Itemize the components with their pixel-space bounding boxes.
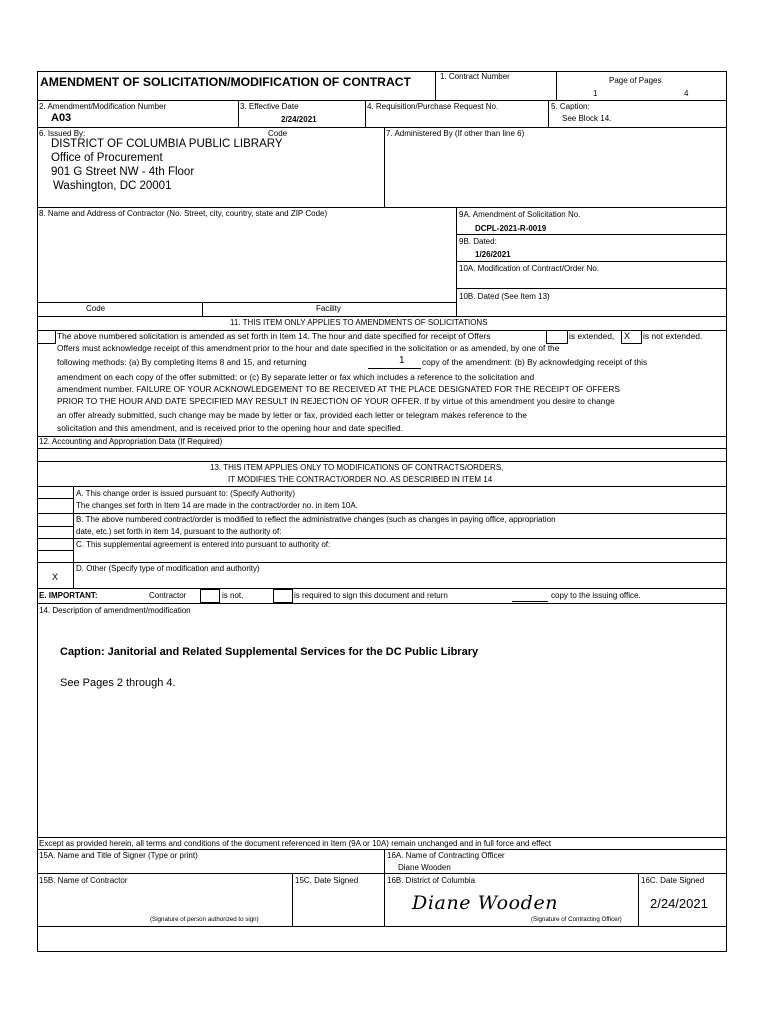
signer-name-label: 15A. Name and Title of Signer (Type or print) [39, 851, 198, 860]
issued-by-label: 6. Issued By: [39, 129, 86, 138]
is-extended-checkbox[interactable] [546, 330, 568, 344]
solicitation-number: DCPL-2021-R-0019 [475, 224, 547, 233]
issuer-street: 901 G Street NW - 4th Floor [51, 166, 195, 178]
page-of-pages-label: Page of Pages [609, 76, 662, 85]
contractor-name-label: 15B. Name of Contractor [39, 876, 128, 885]
dated-9b-label: 9B. Dated: [459, 237, 497, 246]
caption-value: See Block 14. [562, 114, 612, 123]
contracting-officer-name: Diane Wooden [398, 863, 451, 872]
item-13d-mark: X [52, 572, 59, 582]
contracting-officer-label: 16A. Name of Contracting Officer [387, 851, 505, 860]
date-signed-16c: 2/24/2021 [650, 896, 708, 911]
item-11-header: 11. THIS ITEM ONLY APPLIES TO AMENDMENTS OF SOLICITATIONS [230, 318, 488, 327]
issuer-name: DISTRICT OF COLUMBIA PUBLIC LIBRARY [51, 138, 283, 150]
description-caption: Caption: Janitorial and Related Supplemental Services for the DC Public Library [60, 646, 479, 658]
is-extended-label: is extended, [569, 331, 615, 341]
caption-label: 5. Caption: [551, 102, 590, 111]
important-label: E. IMPORTANT: [39, 591, 98, 600]
form-title: AMENDMENT OF SOLICITATION/MODIFICATION OF CONTRACT [40, 75, 412, 89]
item-11-line3a: following methods: (a) By completing Items 8 and 15, and returning [57, 357, 307, 367]
item-11-line4: amendment on each copy of the offer submitted; or (c) By separate letter or fax which includes a reference to the solicitation and [57, 372, 535, 382]
dated-10b-label: 10B. Dated (See Item 13) [459, 292, 550, 301]
page-number: 1 [593, 89, 598, 98]
item-11-line3b: copy of the amendment: (b) By acknowledging receipt of this [422, 357, 648, 367]
modification-contract-label: 10A. Modification of Contract/Order No. [459, 264, 600, 273]
item-11-line8: solicitation and this amendment, and is received prior to the opening hour and date specified. [57, 423, 404, 433]
date-signed-16c-label: 16C. Date Signed [641, 876, 705, 885]
copies-count: 1 [399, 355, 405, 366]
except-provided-text: Except as provided herein, all terms and conditions of the document referenced in Item (9A or 10A) remain unchanged and in full force and effect [39, 839, 552, 848]
item-13b-line2: date, etc.) set forth in item 14, pursuant to the authority of: [76, 527, 282, 536]
amendment-solicitation-label: 9A. Amendment of Solicitation No. [459, 210, 581, 219]
item-13d-line1: D. Other (Specify type of modification and authority) [76, 564, 260, 573]
contracting-officer-signature: Diane Wooden [412, 892, 559, 914]
effective-date: 2/24/2021 [281, 115, 317, 124]
requisition-label: 4. Requisition/Purchase Request No. [367, 102, 499, 111]
is-not-checkbox[interactable] [200, 589, 220, 603]
not-extended-label: is not extended. [643, 331, 703, 341]
accounting-label: 12. Accounting and Appropriation Data (If Required) [39, 437, 223, 446]
issued-by-code-label: Code [268, 129, 288, 138]
item-13a-line2: The changes set forth in Item 14 are made in the contract/order no. in item 10A. [76, 501, 358, 510]
item-13b-line1: B. The above numbered contract/order is modified to reflect the administrative changes (such as changes in paying office, appropriation [76, 515, 556, 524]
page-total: 4 [684, 89, 689, 98]
item-13-header-2: IT MODIFIES THE CONTRACT/ORDER NO. AS DESCRIBED IN ITEM 14 [228, 475, 493, 484]
date-signed-15c-label: 15C. Date Signed [295, 876, 359, 885]
item-11-line6: PRIOR TO THE HOUR AND DATE SPECIFIED MAY RESULT IN REJECTION OF YOUR OFFER. If by virtue of this amendment you desire to change [57, 396, 615, 406]
description-label: 14. Description of amendment/modification [39, 606, 191, 615]
amendment-number: A03 [51, 112, 72, 124]
effective-date-label: 3. Effective Date [240, 102, 299, 111]
administered-by-label: 7. Administered By (If other than line 6) [386, 129, 525, 138]
item-13-header-1: 13. THIS ITEM APPLIES ONLY TO MODIFICATIONS OF CONTRACTS/ORDERS, [210, 463, 504, 472]
important-contractor: Contractor [149, 591, 187, 600]
item-11-checkbox[interactable] [37, 330, 56, 344]
contractor-code-label: Code [86, 304, 106, 313]
important-is-required: is required to sign this document and return [294, 591, 448, 600]
officer-signature-note: (Signature of Contracting Officer) [531, 916, 622, 923]
item-11-line5: amendment number. FAILURE OF YOUR ACKNOWLEDGEMENT TO BE RECEIVED AT THE PLACE DESIGNATED FOR THE RECEIPT OF OFFERS [57, 384, 620, 394]
contractor-address-label: 8. Name and Address of Contractor (No. Street, city, country, state and ZIP Code) [39, 209, 328, 218]
important-copy-to: copy to the issuing office. [551, 591, 641, 600]
item-13a-line1: A. This change order is issued pursuant to: (Specify Authority) [76, 489, 296, 498]
facility-label: Facility [316, 304, 341, 313]
not-extended-mark: X [624, 331, 631, 341]
district-label: 16B. District of Columbia [387, 876, 476, 885]
dated-9b-value: 1/26/2021 [475, 250, 511, 259]
item-11-line7: an offer already submitted, such change may be made by letter or fax, provided each letter or telegram makes reference to the [57, 410, 528, 420]
is-required-checkbox[interactable] [273, 589, 293, 603]
item-11-line1: The above numbered solicitation is amended as set forth in Item 14. The hour and date specified for receipt of Offers [57, 331, 491, 341]
issuer-office: Office of Procurement [51, 152, 163, 164]
contractor-signature-note: (Signature of person authorized to sign) [150, 916, 259, 923]
contract-number-label: 1. Contract Number [440, 72, 510, 81]
item-13c-line1: C. This supplemental agreement is entered into pursuant to authority of: [76, 540, 331, 549]
item-11-line2: Offers must acknowledge receipt of this amendment prior to the hour and date specified in the solicitation or as amended, by one of the [57, 343, 560, 353]
issuer-city: Washington, DC 20001 [53, 180, 172, 192]
amendment-number-label: 2. Amendment/Modification Number [39, 102, 167, 111]
important-is-not: is not, [222, 591, 244, 600]
description-see-pages: See Pages 2 through 4. [60, 677, 176, 689]
